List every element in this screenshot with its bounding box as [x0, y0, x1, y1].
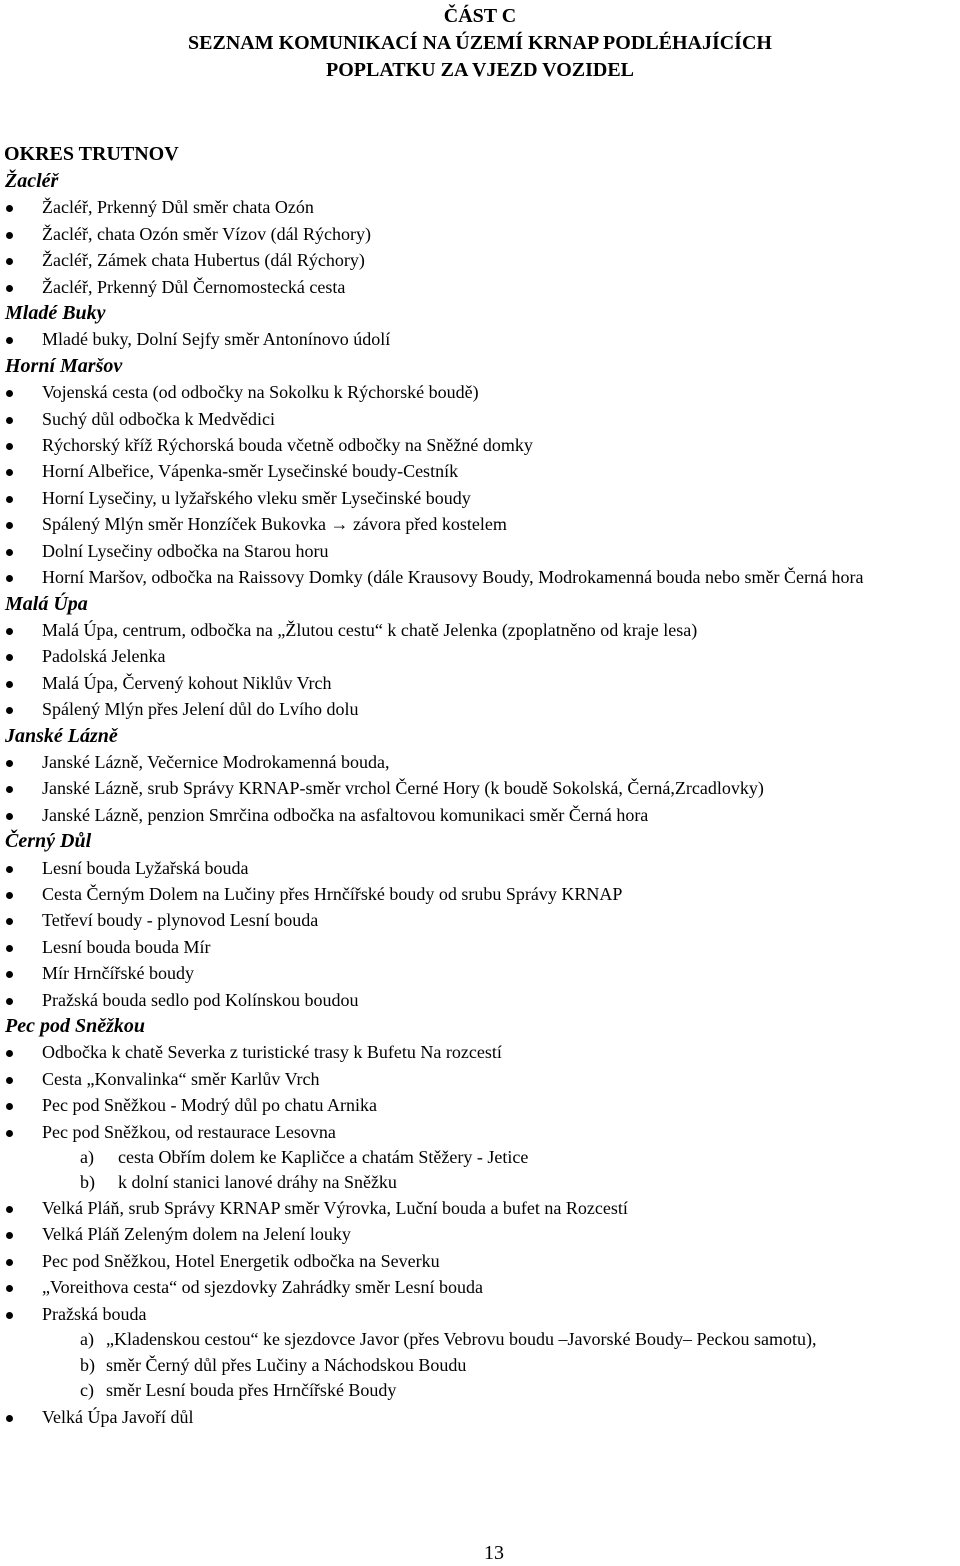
list-item-text: Padolská Jelenka	[42, 646, 166, 667]
section-heading: Pec pod Sněžkou	[5, 1015, 145, 1037]
list-item-text: Velká Pláň, srub Správy KRNAP směr Výrovka, Luční bouda a bufet na Rozcestí	[42, 1198, 628, 1219]
bullet-icon	[6, 813, 13, 820]
bullet-icon	[6, 918, 13, 925]
section-heading: Horní Maršov	[5, 354, 123, 377]
list-item	[0, 855, 960, 881]
list-item-text: Rýchorský kříž Rýchorská bouda včetně odbočky na Sněžné domky	[42, 435, 533, 456]
list-item	[0, 987, 960, 1013]
title-block	[0, 0, 960, 84]
list-item	[0, 1119, 960, 1145]
bullet-icon	[6, 549, 13, 556]
sub-item-letter: a)	[80, 1147, 94, 1168]
bullet-icon	[6, 654, 13, 661]
list-item	[0, 1195, 960, 1221]
bullet-icon	[6, 1259, 13, 1266]
list-item-text: Janské Lázně, Večernice Modrokamenná bouda,	[42, 751, 390, 772]
sub-item-letter: c)	[80, 1380, 94, 1401]
bullet-icon	[6, 1103, 13, 1110]
list-item-text: Pražská bouda	[42, 1303, 147, 1324]
list-item-text: „Voreithova cesta“ od sjezdovky Zahrádky směr Lesní bouda	[42, 1277, 484, 1298]
list-item-text: Spálený Mlýn směr Honzíček Bukovka → závora před kostelem	[42, 514, 507, 535]
list-item	[0, 802, 960, 828]
bullet-icon	[6, 337, 13, 344]
sub-item-text: k dolní stanici lanové dráhy na Sněžku	[118, 1172, 397, 1193]
bullet-icon	[6, 892, 13, 899]
page-number: 13	[484, 1542, 504, 1564]
list-item	[0, 247, 960, 273]
list-item-text: Malá Úpa, Červený kohout Niklův Vrch	[42, 672, 332, 693]
bullet-icon	[6, 971, 13, 978]
list-item-text: Horní Albeřice, Vápenka-směr Lysečinské boudy-Cestník	[42, 461, 459, 482]
bullet-icon	[6, 707, 13, 714]
list-item	[0, 1274, 960, 1300]
section-heading: Černý Důl	[5, 830, 92, 853]
bullet-icon	[6, 575, 13, 582]
list-item	[0, 326, 960, 352]
list-item-text: Pec pod Sněžkou, Hotel Energetik odbočka na Severku	[42, 1250, 440, 1271]
list-item	[0, 881, 960, 907]
list-item-text: Velká Úpa Javoří důl	[42, 1407, 194, 1428]
section-heading: Mladé Buky	[5, 302, 106, 325]
list-item-text: Žacléř, chata Ozón směr Vízov (dál Rýchory)	[42, 223, 372, 244]
list-item-text: Žacléř, Zámek chata Hubertus (dál Rýchory)	[42, 250, 365, 271]
list-item	[0, 775, 960, 801]
list-item	[0, 1039, 960, 1065]
list-item	[0, 379, 960, 405]
list-item-text: Mladé buky, Dolní Sejfy směr Antonínovo údolí	[42, 329, 391, 350]
list-item-text: Cesta „Konvalinka“ směr Karlův Vrch	[42, 1068, 320, 1089]
list-item	[0, 458, 960, 484]
sub-item-text: směr Lesní bouda přes Hrnčířské Boudy	[106, 1380, 397, 1401]
bullet-icon	[6, 390, 13, 397]
bullet-icon	[6, 1130, 13, 1137]
list-item-text: Žacléř, Prkenný Důl Černomostecká cesta	[42, 276, 346, 297]
list-item-text: Odbočka k chatě Severka z turistické trasy k Bufetu Na rozcestí	[42, 1042, 502, 1063]
list-item	[0, 538, 960, 564]
bullet-icon	[6, 1232, 13, 1239]
list-item	[0, 1301, 960, 1327]
section-heading: Malá Úpa	[5, 592, 88, 615]
bullet-icon	[6, 1415, 13, 1422]
sub-list-item	[0, 1353, 960, 1379]
list-item	[0, 1404, 960, 1430]
list-item-text: Horní Lysečiny, u lyžařského vleku směr Lysečinské boudy	[42, 487, 471, 508]
list-item	[0, 960, 960, 986]
bullet-icon	[6, 443, 13, 450]
section-heading: Janské Lázně	[5, 724, 118, 747]
list-item	[0, 1248, 960, 1274]
bullet-icon	[6, 1312, 13, 1319]
sub-item-text: „Kladenskou cestou“ ke sjezdovce Javor (přes Vebrovu boudu –Javorské Boudy– Peckou samotu),	[106, 1329, 817, 1350]
bullet-icon	[6, 205, 13, 212]
list-item	[0, 194, 960, 220]
bullet-icon	[6, 628, 13, 635]
document-title-line-1: SEZNAM KOMUNIKACÍ NA ÚZEMÍ KRNAP PODLÉHAJÍCÍCH	[188, 32, 772, 54]
list-item	[0, 221, 960, 247]
list-item-text: Lesní bouda Lyžařská bouda	[42, 857, 249, 878]
list-item-text: Dolní Lysečiny odbočka na Starou horu	[42, 540, 329, 561]
document-title-line-2: POPLATKU ZA VJEZD VOZIDEL	[326, 59, 634, 81]
list-item	[0, 432, 960, 458]
bullet-icon	[6, 469, 13, 476]
bullet-icon	[6, 1206, 13, 1213]
bullet-icon	[6, 285, 13, 292]
list-item	[0, 485, 960, 511]
list-item-text: Žacléř, Prkenný Důl směr chata Ozón	[42, 197, 314, 218]
list-item	[0, 1221, 960, 1247]
bullet-icon	[6, 1285, 13, 1292]
bullet-icon	[6, 522, 13, 529]
sub-list-item	[0, 1378, 960, 1404]
bullet-icon	[6, 998, 13, 1005]
bullet-icon	[6, 496, 13, 503]
list-item-text: Malá Úpa, centrum, odbočka na „Žlutou cestu“ k chatě Jelenka (zpoplatněno od kraje lesa)	[42, 619, 698, 640]
sub-list-item	[0, 1170, 960, 1195]
bullet-icon	[6, 786, 13, 793]
list-item-text: Mír Hrnčířské boudy	[42, 963, 194, 984]
sub-item-text: směr Černý důl přes Lučiny a Náchodskou Boudu	[106, 1354, 467, 1375]
list-item	[0, 1092, 960, 1118]
sub-item-letter: a)	[80, 1329, 94, 1350]
list-item-text: Velká Pláň Zeleným dolem na Jelení louky	[42, 1224, 351, 1245]
list-item	[0, 274, 960, 300]
list-item-text: Tetřeví boudy - plynovod Lesní bouda	[42, 910, 319, 931]
list-item	[0, 643, 960, 669]
list-item-text: Pražská bouda sedlo pod Kolínskou boudou	[42, 989, 359, 1010]
bullet-icon	[6, 1077, 13, 1084]
list-item	[0, 749, 960, 775]
sub-item-text: cesta Obřím dolem ke Kapličce a chatám Stěžery - Jetice	[118, 1147, 529, 1168]
sub-list-item	[0, 1145, 960, 1170]
sub-item-letter: b)	[80, 1354, 95, 1375]
bullet-icon	[6, 681, 13, 688]
list-item-text: Janské Lázně, srub Správy KRNAP-směr vrchol Černé Hory (k boudě Sokolská, Černá,Zrcadlovky)	[42, 778, 764, 799]
sub-list-item	[0, 1327, 960, 1353]
list-item	[0, 907, 960, 933]
section-heading: Žacléř	[5, 170, 59, 192]
list-item	[0, 696, 960, 722]
list-item-text: Horní Maršov, odbočka na Raissovy Domky (dále Krausovy Boudy, Modrokamenná bouda nebo směr Černá hora	[42, 567, 864, 588]
list-item-text: Suchý důl odbočka k Medvědici	[42, 408, 275, 429]
district-heading: OKRES TRUTNOV	[4, 143, 179, 165]
bullet-icon	[6, 232, 13, 239]
list-item-text: Lesní bouda bouda Mír	[42, 936, 211, 957]
list-item-text: Janské Lázně, penzion Smrčina odbočka na asfaltovou komunikaci směr Černá hora	[42, 804, 649, 825]
bullet-icon	[6, 417, 13, 424]
bullet-icon	[6, 760, 13, 767]
list-item	[0, 564, 960, 590]
list-item	[0, 617, 960, 643]
list-item-text: Pec pod Sněžkou, od restaurace Lesovna	[42, 1121, 336, 1142]
part-heading: ČÁST C	[443, 5, 517, 27]
list-item-text: Pec pod Sněžkou - Modrý důl po chatu Arnika	[42, 1095, 377, 1116]
bullet-icon	[6, 945, 13, 952]
list-item-text: Cesta Černým Dolem na Lučiny přes Hrnčířské boudy od srubu Správy KRNAP	[42, 883, 623, 904]
list-item	[0, 670, 960, 696]
list-item-text: Vojenská cesta (od odbočky na Sokolku k Rýchorské boudě)	[42, 382, 479, 403]
road-list	[0, 168, 960, 1431]
bullet-icon	[6, 1050, 13, 1057]
list-item	[0, 934, 960, 960]
list-item	[0, 406, 960, 432]
list-item	[0, 511, 960, 537]
list-item	[0, 1066, 960, 1092]
bullet-icon	[6, 258, 13, 265]
list-item-text: Spálený Mlýn přes Jelení důl do Lvího dolu	[42, 699, 359, 720]
bullet-icon	[6, 866, 13, 873]
sub-item-letter: b)	[80, 1172, 95, 1193]
